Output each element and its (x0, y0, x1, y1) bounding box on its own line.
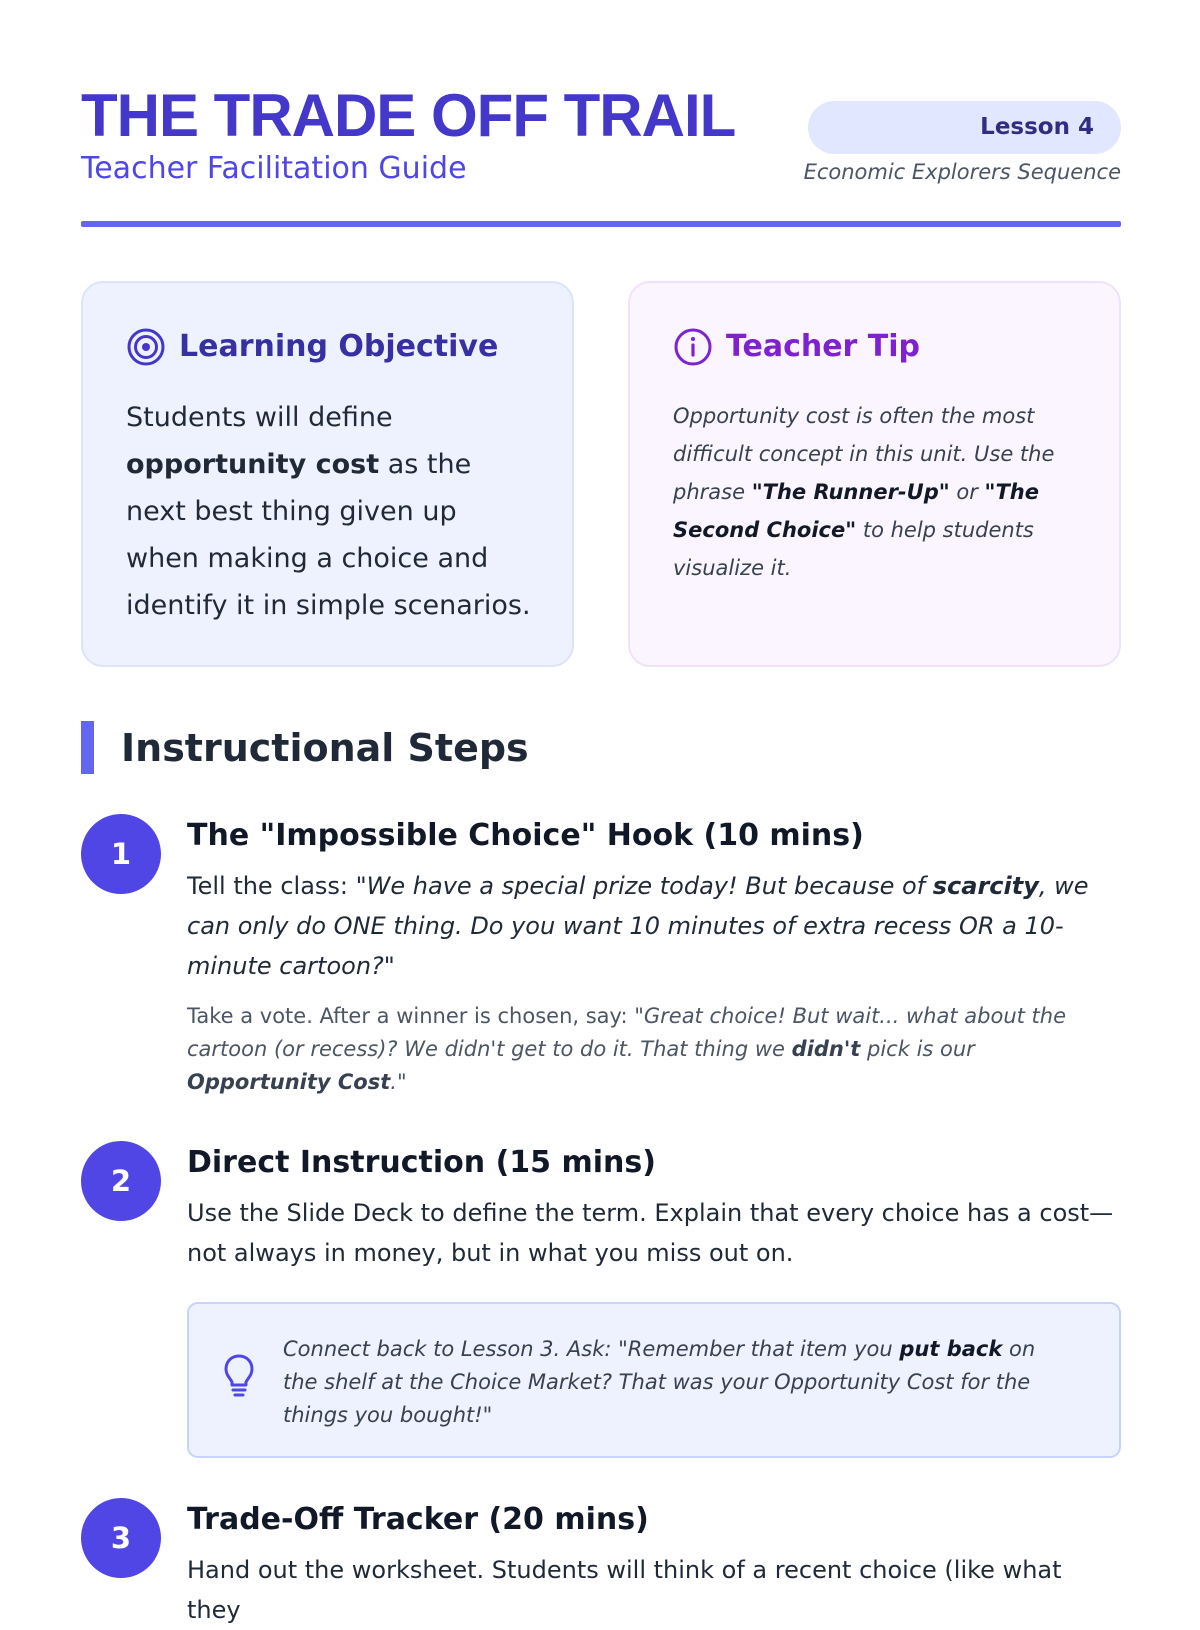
tip-text-part: or (949, 480, 985, 504)
header-divider (81, 221, 1121, 227)
tip-phrase: "The Runner-Up" (751, 480, 950, 504)
teacher-tip-text (673, 397, 1079, 587)
page-subtitle: Teacher Facilitation Guide (81, 151, 467, 186)
step-note-part: pick is our (860, 1037, 975, 1061)
tip-text-part: to help students visualize it. (673, 518, 1034, 580)
step-title: The "Impossible Choice" Hook (10 mins) (187, 818, 864, 853)
tip-phrase: "The Second Choice" (673, 480, 1039, 542)
step-title: Trade-Off Tracker (20 mins) (187, 1502, 649, 1537)
step-note-emphasis: didn't (791, 1037, 861, 1061)
step-note-part: ." (390, 1070, 407, 1094)
step-body (187, 866, 1121, 986)
step-number-badge: 3 (81, 1498, 161, 1578)
learning-objective-text (126, 394, 532, 629)
step-note-part: "Great choice! But wait... what about the cartoon (or recess)? We didn't get to do it. That thing we (187, 1004, 1066, 1061)
lightbulb-icon (222, 1353, 256, 1399)
step-note-emphasis: Opportunity Cost (187, 1070, 391, 1094)
callout-text-part: Connect back to Lesson 3. Ask: "Remember that item you (283, 1337, 900, 1361)
learning-objective-title: Learning Objective (179, 329, 499, 364)
objective-text-part: Students will define (126, 402, 393, 433)
step-note (187, 1000, 1121, 1099)
step-quote-part: , we can only do ONE thing. Do you want 10 minutes of extra recess OR a 10-minute cartoon?" (187, 872, 1089, 980)
teacher-tip-title: Teacher Tip (726, 329, 921, 364)
page-title: THE TRADE OFF TRAIL (81, 82, 736, 149)
section-title: Instructional Steps (121, 726, 529, 770)
teacher-tip-header (673, 327, 1079, 367)
step-body: Use the Slide Deck to define the term. Explain that every choice has a cost—not always in money, but in what you miss out on. (187, 1199, 1114, 1267)
teacher-tip-card (628, 281, 1121, 667)
info-icon (673, 327, 713, 367)
step-number-badge: 1 (81, 814, 161, 894)
learning-objective-card (81, 281, 574, 667)
section-accent-bar (81, 721, 94, 774)
step-number-badge: 2 (81, 1141, 161, 1221)
step-quote-part: "We have a special prize today! But because of (355, 872, 933, 900)
callout-text-part: on the shelf at the Choice Market? That was your Opportunity Cost for the things you bought!" (283, 1337, 1036, 1427)
callout-text (283, 1333, 1073, 1432)
step-body-lead: Tell the class: (187, 872, 356, 900)
objective-text-part: as the next best thing given up when making a choice and identify it in simple scenarios. (126, 449, 531, 621)
instructional-steps-header (81, 721, 781, 774)
connection-callout (187, 1302, 1121, 1458)
callout-emphasis: put back (899, 1337, 1003, 1361)
step-title: Direct Instruction (15 mins) (187, 1145, 656, 1180)
lesson-badge: Lesson 4 (808, 101, 1121, 154)
step-note-lead: Take a vote. After a winner is chosen, say: (187, 1004, 635, 1028)
tip-text-part: Opportunity cost is often the most difficult concept in this unit. Use the phrase (673, 404, 1055, 504)
target-icon (126, 327, 166, 367)
sequence-label: Economic Explorers Sequence (803, 160, 1121, 184)
learning-objective-header (126, 327, 532, 367)
step-body: Hand out the worksheet. Students will think of a recent choice (like what they (187, 1556, 1062, 1624)
objective-key-term: opportunity cost (126, 449, 380, 480)
page-header (81, 82, 1121, 227)
step-quote-emphasis: scarcity (932, 872, 1039, 900)
